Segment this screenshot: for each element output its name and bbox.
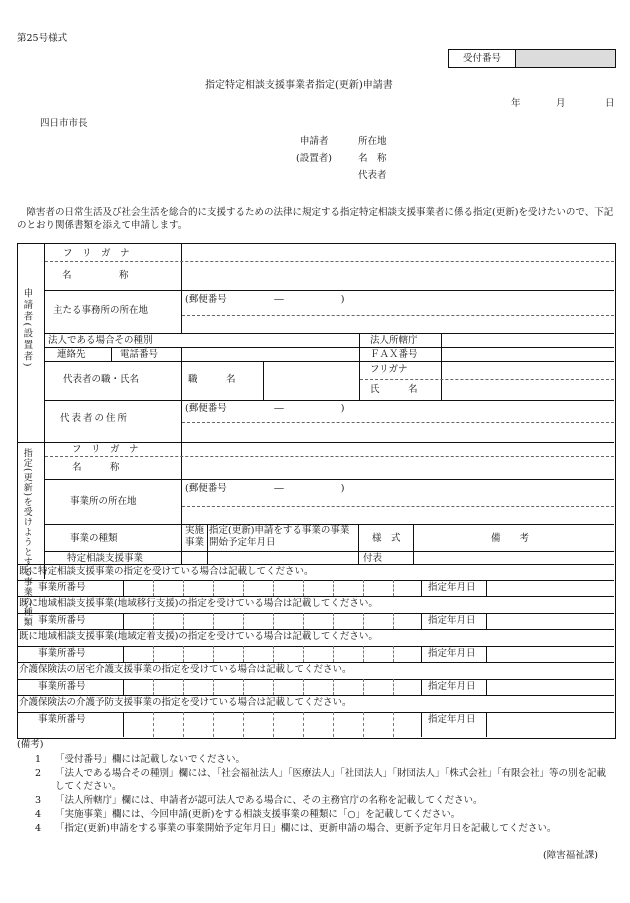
form-title: 指定特定相談支援事業者指定(更新)申請書	[205, 80, 393, 91]
sec1-contact-label: 連絡先	[57, 349, 86, 360]
applicant-name-label: 名 称	[358, 153, 387, 164]
sec1-name-label: 名 称	[62, 270, 129, 281]
note-text-4: 「実施事業」欄には、今回申請(更新)をする相談支援事業の種類に「○」を記載してください。	[55, 809, 461, 820]
sec1-corp-type-label: 法人である場合その種別	[48, 335, 153, 346]
date-month: 月	[556, 98, 566, 109]
sec1-furigana-label: フ リ ガ ナ	[63, 248, 130, 259]
sec1-rep-name-label: 氏 名	[370, 384, 418, 395]
receipt-number-field[interactable]	[516, 50, 615, 67]
sec1-phone-label: 電話番号	[120, 349, 159, 360]
sec1-position-label: 職 名	[188, 374, 236, 385]
note-num-4: 4	[35, 809, 42, 820]
sec2-addr-label: 事業所の所在地	[70, 496, 137, 507]
note-text-2: 「法人である場合その種別」欄には、「社会福祉法人」「医療法人」「社団法人」「財団法人」「株式会社」「有限会社」等の別を記載してください。	[55, 768, 607, 792]
note-num-2: 2	[35, 768, 42, 779]
sec2-row-format: 付表	[363, 553, 383, 564]
prior-office-no-label-4: 事業所番号	[38, 681, 86, 692]
sec1-rep-addr-label: 代表者の住所	[60, 413, 130, 424]
prior-title-3: 既に地域相談支援事業(地域定着支援)の指定を受けている場合は記載してください。	[19, 631, 378, 642]
receipt-number-label: 受付番号	[462, 53, 501, 64]
applicant-address-label: 所在地	[358, 136, 387, 147]
sec2-row-service: 特定相談支援事業	[67, 553, 144, 564]
sec1-side-label: 申請者(設置者)	[21, 288, 33, 369]
sec2-name-label: 名 称	[72, 462, 120, 473]
sec1-fax-label: ＦＡＸ番号	[370, 349, 418, 360]
prior-title-2: 既に地域相談支援事業(地域移行支援)の指定を受けている場合は記載してください。	[19, 598, 378, 609]
prior-date-label-2: 指定年月日	[428, 615, 476, 626]
prior-date-label-5: 指定年月日	[428, 714, 476, 725]
sec2-side-label: 指定(更新)を受けようとする事業の種類	[21, 448, 32, 628]
note-text-3: 「法人所轄庁」欄には、申請者が認可法人である場合に、その主務官庁の名称を記載してください。	[55, 795, 483, 806]
date-year: 年	[511, 98, 521, 109]
department-label: (障害福祉課)	[543, 850, 598, 861]
sec2-furigana-label: フ リ ガ ナ	[72, 444, 139, 455]
prior-title-4: 介護保険法の居宅介護支援事業の指定を受けている場合は記載してください。	[19, 664, 352, 675]
sec2-remarks-label: 備 考	[491, 533, 530, 544]
notes-heading: (備考)	[17, 739, 44, 750]
sec1-rep-furigana-label: フリガナ	[370, 364, 408, 375]
applicant-sub-label: (設置者)	[296, 153, 332, 164]
note-num-1: 1	[35, 754, 42, 765]
applicant-rep-label: 代表者	[358, 170, 387, 181]
sec1-office-addr-label: 主たる事務所の所在地	[53, 305, 149, 316]
prior-office-no-label-1: 事業所番号	[38, 582, 86, 593]
prior-title-1: 既に特定相談支援事業の指定を受けている場合は記載してください。	[19, 566, 314, 577]
sec2-impl-label: 実施事業	[184, 525, 204, 549]
sec1-rep-postal: (郵便番号 ― )	[185, 403, 345, 414]
prior-office-no-label-2: 事業所番号	[38, 615, 86, 626]
note-num-5: 4	[35, 823, 42, 834]
sec2-start-label: 指定(更新)申請をする事業の事業開始予定年月日	[209, 525, 350, 549]
sec1-corp-office-label: 法人所轄庁	[370, 335, 418, 346]
applicant-label: 申請者	[300, 136, 329, 147]
prior-office-no-label-5: 事業所番号	[38, 714, 86, 725]
prior-date-label-3: 指定年月日	[428, 648, 476, 659]
prior-title-5: 介護保険法の介護予防支援事業の指定を受けている場合は記載してください。	[19, 697, 352, 708]
sec1-rep-title-label: 代表者の職・氏名	[63, 374, 140, 385]
note-num-3: 3	[35, 795, 42, 806]
form-number: 第25号様式	[17, 33, 68, 44]
sec2-service-type-label: 事業の種類	[70, 533, 118, 544]
prior-date-label-1: 指定年月日	[428, 582, 476, 593]
receipt-number-box	[448, 49, 616, 68]
prior-date-label-4: 指定年月日	[428, 681, 476, 692]
note-text-5: 「指定(更新)申請をする事業の事業開始予定年月日」欄には、更新申請の場合、更新予定年月日を記載してください。	[55, 823, 557, 834]
sec1-postal: (郵便番号 ― )	[185, 294, 345, 305]
intro-text: 障害者の日常生活及び社会生活を総合的に支援するための法律に規定する指定特定相談支援事業者に係る指定(更新)を受けたいので、下記のとおり関係書類を添えて申請します。	[17, 207, 614, 231]
sec2-format-label: 様 式	[372, 533, 401, 544]
addressee: 四日市市長	[40, 118, 88, 129]
prior-office-no-label-3: 事業所番号	[38, 648, 86, 659]
date-day: 日	[605, 98, 615, 109]
sec2-postal: (郵便番号 ― )	[185, 483, 345, 494]
note-text-1: 「受付番号」欄には記載しないでください。	[55, 754, 246, 765]
